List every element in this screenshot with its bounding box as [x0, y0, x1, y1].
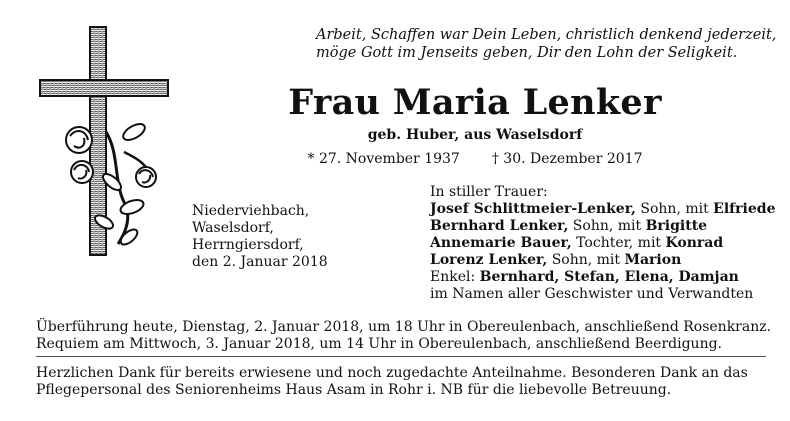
mourner-line — [430, 218, 775, 235]
mourner-name: Annemarie Bauer, — [430, 235, 572, 251]
death-date: † 30. Dezember 2017 — [491, 151, 643, 167]
mourner-line — [430, 252, 775, 269]
mourner-line — [430, 269, 775, 286]
motto-line: möge Gott im Jenseits geben, Dir den Lohn der Seligkeit. — [316, 45, 738, 61]
place-line: Waselsdorf, — [192, 220, 274, 236]
mourner-relation: Sohn, mit — [568, 218, 646, 234]
thanks-line: Pflegepersonal des Seniorenheims Haus Asam in Rohr i. NB für die liebevolle Betreuung. — [36, 382, 672, 398]
divider — [36, 356, 766, 357]
thanks-line: Herzlichen Dank für bereits erwiesene und noch zugedachte Anteilnahme. Besonderen Dank an das — [36, 365, 748, 381]
places-and-date — [192, 203, 328, 271]
funeral-line: Überführung heute, Dienstag, 2. Januar 2018, um 18 Uhr in Obereulenbach, anschließend Rosenkranz. — [36, 319, 772, 335]
motto-line: Arbeit, Schaffen war Dein Leben, christlich denkend jederzeit, — [316, 27, 777, 43]
thanks-text — [36, 365, 766, 399]
mourner-line — [430, 235, 775, 252]
birth-date: * 27. November 1937 — [307, 151, 460, 167]
mourner-name: Brigitte — [645, 218, 708, 234]
mourner-relation: Sohn, mit — [635, 201, 714, 217]
mourning-heading: In stiller Trauer: — [430, 184, 548, 200]
motto — [316, 26, 776, 62]
mourner-name: Elfriede — [713, 201, 776, 217]
mourner-relation: im Namen aller Geschwister und Verwandten — [430, 286, 754, 302]
place-line: den 2. Januar 2018 — [192, 254, 328, 270]
mourner-line — [430, 201, 775, 218]
mourner-name: Marion — [624, 252, 682, 268]
cross-with-roses-icon — [34, 22, 174, 262]
place-line: Niederviehbach, — [192, 203, 310, 219]
mourner-relation: Tochter, mit — [571, 235, 666, 251]
mourner-name: Konrad — [665, 235, 724, 251]
mourner-name: Bernhard Lenker, — [430, 218, 569, 234]
funeral-line: Requiem am Mittwoch, 3. Januar 2018, um 14 Uhr in Obereulenbach, anschließend Beerdigung. — [36, 336, 722, 352]
place-line: Herrngiersdorf, — [192, 237, 304, 253]
mourner-name: Josef Schlittmeier-Lenker, — [430, 201, 636, 217]
mourners-block — [430, 184, 775, 303]
mourner-line — [430, 286, 775, 303]
mourner-relation: Enkel: — [430, 269, 480, 285]
mourner-name: Lorenz Lenker, — [430, 252, 548, 268]
deceased-name: Frau Maria Lenker — [288, 82, 662, 123]
maiden-name: geb. Huber, aus Waselsdorf — [367, 127, 583, 143]
funeral-details — [36, 319, 772, 353]
mourner-name: Bernhard, Stefan, Elena, Damjan — [479, 269, 739, 285]
life-dates — [230, 151, 720, 167]
mourner-relation: Sohn, mit — [547, 252, 625, 268]
